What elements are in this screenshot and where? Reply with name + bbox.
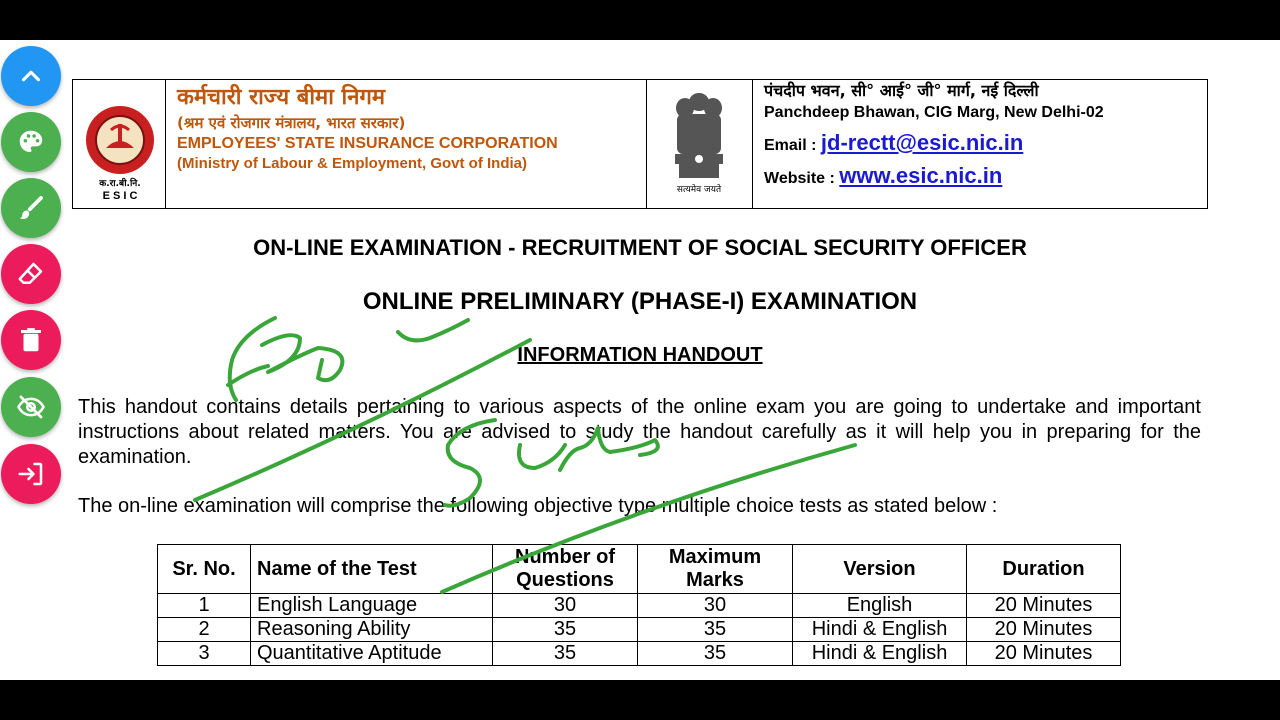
emblem-caption: सत्यमेव जयते (676, 185, 722, 195)
org-ministry-english: (Ministry of Labour & Employment, Govt of India) (177, 155, 528, 172)
cell-sr-no: 3 (158, 642, 251, 666)
col-sr-no: Sr. No. (158, 545, 251, 594)
top-letterbox-bar (0, 0, 1280, 40)
col-questions: Number of Questions (493, 545, 638, 594)
cell-marks: 30 (638, 594, 793, 618)
cell-marks: 35 (638, 618, 793, 642)
table-row (158, 594, 1121, 618)
brush-icon (16, 193, 46, 223)
intro-paragraph: This handout contains details pertaining to various aspects of the online exam you are going to undertake and important instructions about related matters. You are advised to study the handout carefully as it will help you in preparing for the examination. (78, 396, 1201, 468)
table-header-row (158, 545, 1121, 594)
cell-duration: 20 Minutes (967, 642, 1121, 666)
pen-stroke (228, 366, 268, 385)
cell-duration: 20 Minutes (967, 594, 1121, 618)
cell-sr-no: 2 (158, 618, 251, 642)
delete-button[interactable] (1, 310, 61, 370)
exit-button[interactable] (1, 444, 61, 504)
col-version: Version (793, 545, 967, 594)
national-emblem-icon (647, 80, 751, 208)
tests-paragraph: The on-line examination will comprise the following objective type multiple choice tests as stated below : (78, 495, 998, 517)
chevron-up-icon (16, 61, 46, 91)
letterhead (72, 79, 1208, 209)
palette-button[interactable] (1, 112, 61, 172)
bottom-letterbox-bar (0, 680, 1280, 720)
cell-questions: 35 (493, 642, 638, 666)
cell-test-name: English Language (251, 594, 493, 618)
cell-sr-no: 1 (158, 594, 251, 618)
visibility-off-icon (16, 392, 46, 422)
brush-button[interactable] (1, 178, 61, 238)
cell-version: Hindi & English (793, 642, 967, 666)
org-ministry-hindi: (श्रम एवं रोजगार मंत्रालय, भारत सरकार) (177, 114, 406, 132)
col-max-marks: Maximum Marks (638, 545, 793, 594)
website-link[interactable]: www.esic.nic.in (839, 163, 1003, 188)
table-row (158, 618, 1121, 642)
org-name-english: EMPLOYEES' STATE INSURANCE CORPORATION (177, 135, 558, 152)
section-heading: INFORMATION HANDOUT (517, 344, 763, 366)
trash-icon (16, 325, 46, 355)
pen-stroke (398, 320, 468, 340)
col-duration: Duration (967, 545, 1121, 594)
logo-text-hindi: क.रा.बी.नि. (99, 179, 141, 189)
website-label: Website : (764, 170, 840, 187)
email-link[interactable]: jd-rectt@esic.nic.in (820, 130, 1024, 155)
hide-annotations-button[interactable] (1, 377, 61, 437)
address-english: Panchdeep Bhawan, CIG Marg, New Delhi-02 (764, 104, 1104, 121)
logo-text-english: E S I C (102, 190, 138, 202)
email-line (764, 130, 1207, 159)
cell-test-name: Reasoning Ability (251, 618, 493, 642)
cell-questions: 35 (493, 618, 638, 642)
esic-logo-icon (73, 80, 165, 208)
col-test-name: Name of the Test (251, 545, 493, 594)
eraser-button[interactable] (1, 244, 61, 304)
tests-table (157, 544, 1121, 666)
cell-test-name: Quantitative Aptitude (251, 642, 493, 666)
table-row (158, 642, 1121, 666)
document-title: ON-LINE EXAMINATION - RECRUITMENT OF SOCIAL SECURITY OFFICER (253, 235, 1027, 260)
address-hindi: पंचदीप भवन, सी° आई° जी° मार्ग, नई दिल्ली (764, 81, 1039, 100)
cell-marks: 35 (638, 642, 793, 666)
organisation-cell (166, 80, 647, 208)
cell-version: English (793, 594, 967, 618)
palette-icon (16, 127, 46, 157)
cell-questions: 30 (493, 594, 638, 618)
contact-cell (753, 80, 1207, 208)
email-label: Email : (764, 137, 821, 154)
document-subtitle: ONLINE PRELIMINARY (PHASE-I) EXAMINATION (362, 288, 918, 315)
exit-icon (16, 459, 46, 489)
eraser-icon (16, 259, 46, 289)
cell-version: Hindi & English (793, 618, 967, 642)
emblem-cell (647, 80, 753, 208)
cell-duration: 20 Minutes (967, 618, 1121, 642)
org-name-hindi: कर्मचारी राज्य बीमा निगम (177, 85, 385, 110)
esic-logo-cell (73, 80, 166, 208)
scroll-up-button[interactable] (1, 46, 61, 106)
website-line (764, 163, 1207, 192)
